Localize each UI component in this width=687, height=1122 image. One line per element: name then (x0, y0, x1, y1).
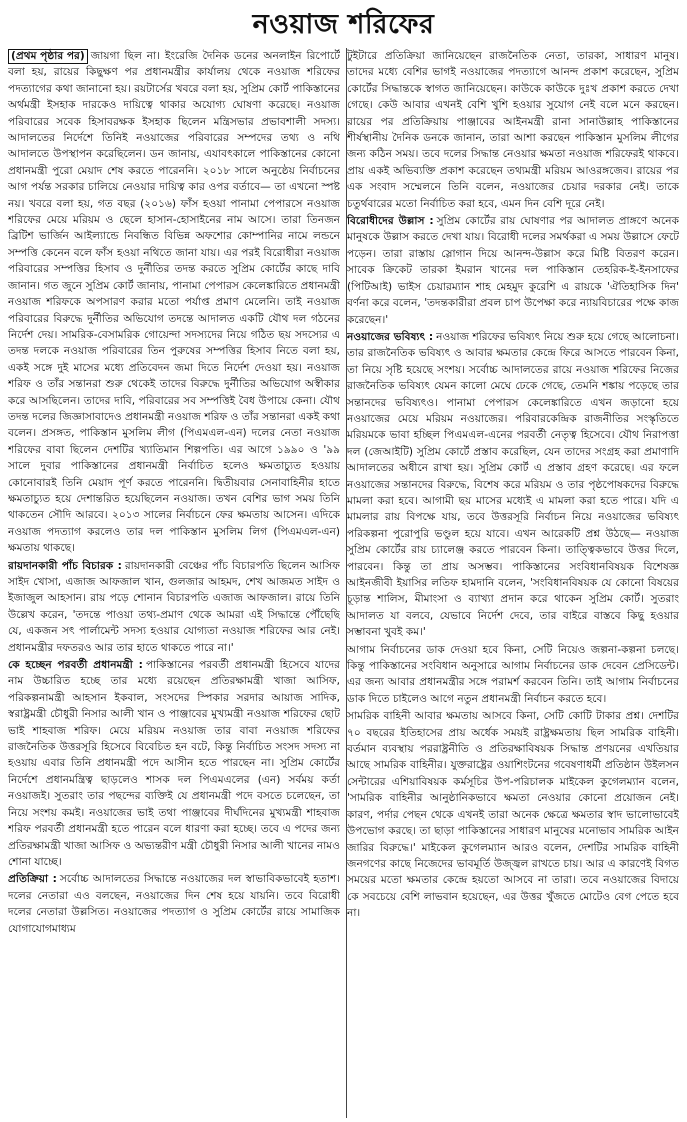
paragraph-future (347, 329, 679, 641)
paragraph-text: সামরিক বাহিনী আবার ক্ষমতায় আসবে কিনা, সেটি কোটি টাকার প্রশ্ন। দেশটির ৭০ বছরের ইতিহাসের প্রায় অর্ধেক সময়ই রাষ্ট্রক্ষমতায় ছিল সামরিক বাহিনী। বর্তমান ব্যবস্থায় পররাষ্ট্রনীতি ও প্রতিরক্ষাবিষয়ক সিদ্ধান্ত প্রণয়নের এখতিয়ার আছে সামরিক বাহিনীর। যুক্তরাষ্ট্রের ওয়াশিংটনের গবেষণাধর্মী প্রতিষ্ঠান উইলসন সেন্টারের এশিয়াবিষয়ক কর্মসূচির উপ-পরিচালক মাইকেল কুগেলম্যান বলেন, 'সামরিক বাহিনীর আনুষ্ঠানিকভাবে ক্ষমতা নেওয়ার কোনো প্রয়োজন নেই। কারণ, পর্দার পেছন থেকে এখনই তারা অনেক ক্ষেত্রে ক্ষমতার স্বাদ ভালোভাবেই উপভোগ করছে। তা ছাড়া পাকিস্তানের সাধারণ মানুষের মনোভাব সামরিক আইন জারির বিরুদ্ধে।' মাইকেল কুগেলম্যান আরও বলেন, দেশটির সামরিক বাহিনী জনগণের কাছে নিজেদের ভাবমূর্তি উজ্জ্বল রাখতে চায়। আর এ কারণেই বিগত সময়ের মতো ক্ষমতার কেন্দ্রে হয়তো আসবে না তারা। তবে নওয়াজের বিদায়ে কে সবচেয়ে বেশি লাভবান হয়েছেন, এর উত্তর খুঁজতে মোটেও বেগ পেতে হবে না। (347, 710, 679, 920)
paragraph-continuation (8, 48, 340, 557)
paragraph-text: আগাম নির্বাচনের ডাক দেওয়া হবে কিনা, সেটি নিয়েও জল্পনা-কল্পনা চলছে। কিন্তু পাকিস্তানের সংবিধান অনুসারে আগাম নির্বাচনের ডাক দেবেন প্রেসিডেন্ট। এর জন্য আবার প্রধানমন্ত্রীর সঙ্গে পরামর্শ করবেন তিনি। তাই আগাম নির্বাচনের ডাক দিতে চাইলেও আগে নতুন প্রধানমন্ত্রী নির্বাচন করতে হবে। (347, 643, 679, 705)
right-column (347, 48, 679, 1118)
article-columns (8, 48, 679, 1118)
paragraph-text: টুইটারে প্রতিক্রিয়া জানিয়েছেন রাজনৈতিক নেতা, তারকা, সাধারণ মানুষ। তাদের মধ্যে বেশির ভাগই নওয়াজের পদত্যাগে আনন্দ প্রকাশ করেছেন, সুপ্রিম কোর্টের সিদ্ধান্তকে স্বাগত জানিয়েছেন। কাউকে কাউকে দুঃখ প্রকাশ করতে দেখা গেছে। কেউ আবার এখনই বেশি খুশি হওয়ার সুযোগ নেই বলে মনে করছেন। রায়ের পর প্রতিক্রিয়ায় পাঞ্জাবের আইনমন্ত্রী রানা সানাউল্লাহ পাকিস্তানের শীর্ষস্থানীয় দৈনিক ডনকে জানান, তারা আশা করছেন পাকিস্তান মুসলিম লীগের জন্য কঠিন সময়। তবে দলের সিদ্ধান্ত নেওয়ার ক্ষমতা নওয়াজ শরিফেরই থাকবে। প্রায় একই অভিব্যক্তি প্রকাশ করেছেন তথ্যমন্ত্রী মরিয়ম আওরঙ্গজেব। রায়ের পর এক সংবাদ সম্মেলনে তিনি বলেন, নওয়াজের চেয়ার দরকার নেই। তাকে চতুর্থবারের মতো নির্বাচিত করা হবে, এমন দিন বেশি দূরে নেই। (347, 50, 679, 210)
paragraph-early-election (347, 642, 679, 708)
paragraph-text: নওয়াজ শরিফের ভবিষ্যৎ নিয়ে শুরু হয়ে গেছে আলোচনা। তার রাজনৈতিক ভবিষ্যৎ ও আবার ক্ষমতার কেন্দ্রে ফিরে আসতে পারবেন কিনা, তা নিয়ে সৃষ্টি হয়েছে সংশয়। সর্বোচ্চ আদালতের রায়ে নওয়াজ শরিফের নিজের রাজনৈতিক ভবিষ্যৎ যেমন কালো মেঘে ঢেকে গেছে, তেমনি শঙ্কায় পড়েছে তার সন্তানদের ভবিষ্যৎও। পানামা পেপারস কেলেঙ্কারিতে এখন জড়ানো হয়ে নওয়াজের মেয়ে মরিয়ম নওয়াজের। পরিবারকেন্দ্রিক রাজনীতির সংস্কৃতিতে মরিয়মকে ভাবা হচ্ছিল পিএমএল-এনের পরবর্তী নেতৃত্ব হিসেবে। যৌথ নিরাপত্তা দল (জেআইটি) সুপ্রিম কোর্টে প্রস্তাব করেছিল, যেন তাদের সংগ্রহ করা প্রমাণাদি আদালতের অধীনে রাখা হয়। সুপ্রিম কোর্ট এ প্রস্তাব গ্রহণ করেছে। এর ফলে নওয়াজের সন্তানদের বিরুদ্ধে, বিশেষ করে মরিয়ম ও তার পৃষ্ঠপোষকদের বিরুদ্ধে মামলা করা হবে। আগামী ছয় মাসের মধ্যেই এ মামলা করা হতে পারে। যদি এ মামলার রায় বিপক্ষে যায়, তবে উত্তরসূরি নির্বাচন নিয়ে নওয়াজের ভবিষ্যৎ পরিকল্পনা পুরোপুরি ভণ্ডুল হয়ে যাবে। এখন আরেকটি প্রশ্ন উঠছে— নওয়াজ সুপ্রিম কোর্টের রায় চ্যালেঞ্জ করতে পারবেন কিনা। তাত্ত্বিকভাবে উত্তর দিলে, পারবেন। কিন্তু তা প্রায় অসম্ভব। পাকিস্তানের সংবিধানবিষয়ক বিশেষজ্ঞ আইনজীবী ইয়াসির লতিফ হামদানি বলেন, 'সংবিধানবিষয়ক যে কোনো বিষয়ের চূড়ান্ত শালিস, মীমাংসা ও ব্যাখ্যা প্রদান করে থাকেন সুপ্রিম কোর্ট। সুতরাং আদালত যা বলবে, যেভাবে নির্দেশ দেবে, তার বাইরে বাস্তবে কিছু হওয়ার সম্ভাবনা খুবই কম।' (347, 330, 679, 639)
paragraph-text: পাকিস্তানের পরবর্তী প্রধানমন্ত্রী হিসেবে যাদের নাম উচ্চারিত হচ্ছে তার মধ্যে রয়েছেন প্রতিরক্ষামন্ত্রী খাজা আসিফ, পরিকল্পনামন্ত্রী আহসান ইকবাল, সংসদের স্পিকার সরদার আয়াজ সাদিক, স্বরাষ্ট্রমন্ত্রী চৌধুরী নিসার আলী খান ও পাঞ্জাবের মুখ্যমন্ত্রী নওয়াজ শরিফের ছোট ভাই শাহবাজ শরিফ। মেয়ে মরিয়ম নওয়াজ তার বাবা নওয়াজ শরিফের রাজনৈতিক উত্তরসূরি হিসেবে বিবেচিত হন বটে, কিন্তু নির্বাচিত সংসদ সদস্য না হওয়ায় এবার তিনি প্রধানমন্ত্রী পদে আসীন হতে পারছেন না। সুপ্রিম কোর্টের নির্দেশে প্রধানমন্ত্রিত্ব ছাড়লেও শাসক দল পিএমএলের (এন) সর্বময় কর্তা নওয়াজই। সুতরাং তার পছন্দের ব্যক্তিই যে প্রধানমন্ত্রী পদে বসতে চলেছেন, তা নিয়ে সংশয় কমই। নওয়াজের ভাই তথা পাঞ্জাবের দীর্ঘদিনের মুখ্যমন্ত্রী শাহবাজ শরিফ পরবর্তী প্রধানমন্ত্রী হতে পারেন বলে ধারণা করা হচ্ছে। তবে এ পদের জন্য প্রতিরক্ষামন্ত্রী খাজা আসিফ ও অভ্যন্তরীণ মন্ত্রী চৌধুরী নিসার আলী খানের নামও শোনা যাচ্ছে। (8, 659, 340, 868)
subheading-judges: রায়দানকারী পাঁচ বিচারক : (8, 559, 122, 572)
paragraph-reaction (8, 871, 340, 937)
paragraph-text: সুপ্রিম কোর্টের রায় ঘোষণার পর আদালত প্রাঙ্গণে অনেক মানুষকে উল্লাস করতে দেখা যায়। বিরোধী দলের সমর্থকরা এ সময় উল্লাসে ফেটে পড়েন। তারা রাস্তায় স্লোগান দিয়ে আনন্দ-উল্লাস করে মিষ্টি বিতরণ করেন। সাবেক ক্রিকেট তারকা ইমরান খানের দল পাকিস্তান তেহরিক-ই-ইনসাফের (পিটিআই) ভাইস চেয়ারম্যান শাহ মেহমুদ কুরেশি এ রায়কে 'ঐতিহাসিক দিন' বর্ণনা করে বলেন, 'তদন্তকারীরা প্রবল চাপ উপেক্ষা করে ন্যায়বিচারের পক্ষে কাজ করেছেন।' (347, 215, 679, 326)
subheading-next-pm: কে হচ্ছেন পরবর্তী প্রধানমন্ত্রী : (8, 659, 143, 672)
paragraph-twitter-reaction (347, 48, 679, 212)
paragraph-text: জায়গা ছিল না। ইংরেজি দৈনিক ডনের অনলাইন রিপোর্টে বলা হয়, রায়ের কিছুক্ষণ পর প্রধানমন্ত্রীর কার্যালয় থেকে নওয়াজ শরিফের পদত্যাগের কথা জানানো হয়। রয়টার্সের খবরে বলা হয়, সুপ্রিম কোর্ট পাকিস্তানের অর্থমন্ত্রী ইসহাক দারকেও দায়িত্বে থাকার অযোগ্য ঘোষণা করেছে। নওয়াজ পরিবারের সবেক হিসাবরক্ষক ইসহাক ছিলেন মন্ত্রিসভার প্রভাবশালী সদস্য। আদালতের নির্দেশে তিনিই নওয়াজের পরিবারের সম্পদের তথ্য ও নথি আদালতে উপস্থাপন করেছিলেন। ডন জানায়, এযাবৎকালে পাকিস্তানের কোনো প্রধানমন্ত্রী পুরো মেয়াদ শেষ করতে পারেননি। ২০১৮ সালে অনুষ্ঠেয় নির্বাচনের আগ পর্যন্ত সরকার চালিয়ে নেওয়ার দায়িত্ব কার ওপর বর্তাবে— তা এখনো স্পষ্ট নয়। খবরে বলা হয়, গত বছর (২০১৬) ফাঁস হওয়া পানামা পেপারসে নওয়াজ শরিফের মেয়ে মরিয়ম ও ছেলে হাসান-হোসাইনের নাম আসে। তারা তিনজন ব্রিটিশ ভার্জিন আইল্যান্ডে নিবন্ধিত বিভিন্ন অফশোর কোম্পানির নামে লন্ডনে সম্পত্তি কেনেন বলে ফাঁস হওয়া নথিতে জানা যায়। এর পরই বিরোধীরা নওয়াজ পরিবারের সম্পত্তির হিসাব ও দুর্নীতির তদন্ত করতে সুপ্রিম কোর্টের কাছে দাবি জানান। গত জুনে সুপ্রিম কোর্ট জানায়, পানামা পেপারস কেলেঙ্কারিতে প্রধানমন্ত্রী নওয়াজ শরিফকে অপসারণ করার মতো পর্যাপ্ত প্রমাণ মেলেনি। তাই নওয়াজ পরিবারের বিরুদ্ধে দুর্নীতির অভিযোগ তদন্তে আদালত একটি যৌথ দল গঠনের নির্দেশ দেয়। সামরিক-বেসামরিক গোয়েন্দা সদস্যদের নিয়ে গঠিত ছয় সদস্যের এ তদন্ত দলকে নওয়াজ পরিবারের তিন পুরুষের সম্পত্তির হিসাব নিতে বলা হয়, একই সঙ্গে দুই মাসের মধ্যে প্রতিবেদন জমা দিতে নির্দেশ দেওয়া হয়। নওয়াজ শরিফ ও তাঁর সন্তানরা শুরু থেকেই তাদের বিরুদ্ধে দুর্নীতির অভিযোগ অস্বীকার করে আসছিলেন। তাদের দাবি, পরিবারের সব সম্পত্তিই বৈধ উপায়ে কেনা। যৌথ তদন্ত দলের জিজ্ঞাসাবাদেও প্রধানমন্ত্রী নওয়াজ শরিফ ও তাঁর সন্তানরা একই কথা বলেন। প্রসঙ্গত, পাকিস্তান মুসলিম লীগ (পিএমএল-এন) দলের নেতা নওয়াজ শরিফের বাবা ছিলেন দেশটির খ্যাতিমান শিল্পপতি। এর আগে ১৯৯০ ও '৯৯ সালে দুবার পাকিস্তানের প্রধানমন্ত্রী নির্বাচিত হলেও ক্ষমতাচ্যুত হওয়ায় কোনোবারই তিনি মেয়াদ পূর্ণ করতে পারেননি। দ্বিতীয়বার সেনাবাহিনীর হাতে ক্ষমতাচ্যুত হয়ে দেশান্তরিত হয়েছিলেন নওয়াজ। তখন বেশির ভাগ সময় তিনি থাকতেন সৌদি আরবে। ২০১৩ সালের নির্বাচনে ফের ক্ষমতায় আসেন। এদিকে নওয়াজ পদত্যাগ করলেও তার দল পাকিস্তান মুসলিম লিগ (পিএমএল-এন) ক্ষমতায় থাকছে। (8, 50, 340, 555)
paragraph-military (347, 708, 679, 921)
paragraph-next-pm (8, 657, 340, 870)
paragraph-text: রায়দানকারী বেঞ্চের পাঁচ বিচারপতি ছিলেন আসিফ সাইদ খোসা, এজাজ আফজাল খান, গুলজার আহমদ, শেখ আজমত সাইদ ও ইজাজুল আহসান। রায় পড়ে শোনান বিচারপতি এজাজ আফজাল। রায়ে তিনি উল্লেখ করেন, 'তদন্তে পাওয়া তথ্য-প্রমাণ থেকে আমরা এই সিদ্ধান্তে পৌঁছেছি যে, একজন সৎ পার্লামেন্ট সদস্য হওয়ার যোগ্যতা নওয়াজ শরিফের আর নেই। প্রধানমন্ত্রীর দফতরও আর তার হাতে থাকতে পারে না।' (8, 559, 340, 654)
paragraph-text: সর্বোচ্চ আদালতের সিদ্ধান্তে নওয়াজের দল স্বাভাবিকভাবেই হতাশ। দলের নেতারা এও বলছেন, নওয়াজের দিন শেষ হয়ে যায়নি। তবে বিরোধী দলের নেতারা উল্লসিত। নওয়াজের পদত্যাগ ও সুপ্রিম কোর্টের রায়ে সামাজিক যোগাযোগমাধ্যম (8, 873, 340, 935)
continued-from-front-page-label: (প্রথম পৃষ্ঠার পর) (8, 49, 88, 64)
paragraph-judges (8, 558, 340, 656)
left-column (8, 48, 340, 1118)
headline: নওয়াজ শরিফের (252, 9, 435, 40)
subheading-reaction: প্রতিক্রিয়া : (8, 873, 57, 886)
subheading-opposition: বিরোধীদের উল্লাস : (347, 215, 434, 228)
subheading-future: নওয়াজের ভবিষ্যৎ : (347, 330, 434, 343)
paragraph-opposition (347, 213, 679, 328)
column-divider (346, 48, 347, 1118)
